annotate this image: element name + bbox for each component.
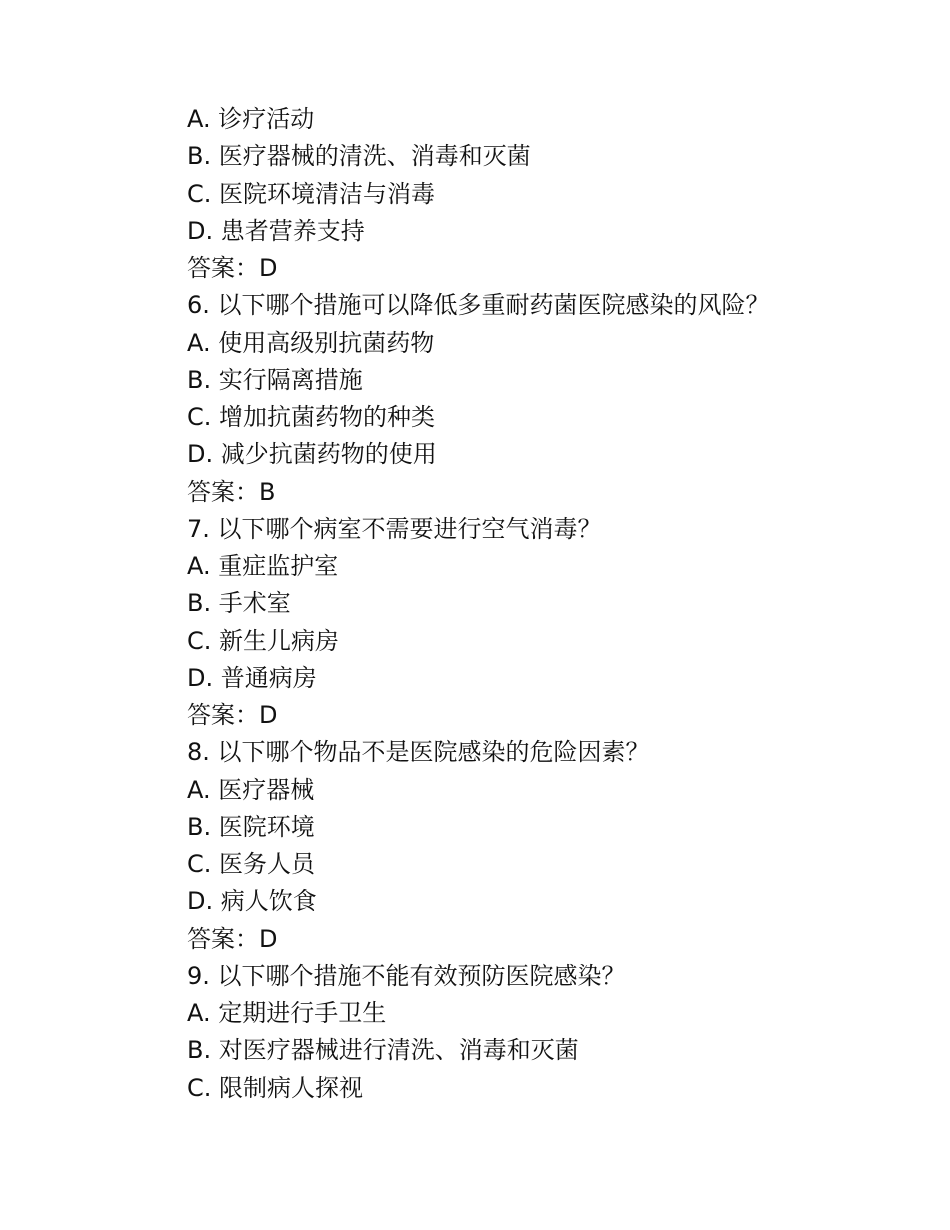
option-d-q6: D. 减少抗菌药物的使用 — [187, 440, 437, 469]
option-d-q8: D. 病人饮食 — [187, 887, 317, 916]
option-b-q9: B. 对医疗器械进行清洗、消毒和灭菌 — [187, 1036, 579, 1065]
option-b-q6: B. 实行隔离措施 — [187, 365, 363, 394]
option-a-q8: A. 医疗器械 — [187, 775, 315, 804]
option-d-q7: D. 普通病房 — [187, 663, 317, 692]
option-b-q7: B. 手术室 — [187, 589, 291, 618]
question-text-block — [187, 101, 887, 1107]
option-c-q9: C. 限制病人探视 — [187, 1073, 364, 1102]
answer-q7: 答案：D — [187, 701, 278, 729]
option-c-q5: C. 医院环境清洁与消毒 — [187, 179, 436, 208]
answer-q6: 答案：B — [187, 477, 276, 506]
option-c-q8: C. 医务人员 — [187, 850, 316, 878]
option-b-q5: B. 医疗器械的清洗、消毒和灭菌 — [187, 142, 531, 171]
option-c-q6: C. 增加抗菌药物的种类 — [187, 403, 436, 431]
question-9: 9. 以下哪个措施不能有效预防医院感染？ — [187, 961, 626, 990]
answer-q8: 答案：D — [187, 924, 278, 953]
option-a-q7: A. 重症监护室 — [187, 552, 339, 580]
option-d-q5: D. 患者营养支持 — [187, 216, 365, 245]
option-b-q8: B. 医院环境 — [187, 812, 315, 841]
question-6: 6. 以下哪个措施可以降低多重耐药菌医院感染的风险？ — [187, 291, 770, 320]
option-a-q5: A. 诊疗活动 — [187, 105, 315, 133]
question-7: 7. 以下哪个病室不需要进行空气消毒？ — [187, 514, 602, 543]
option-a-q9: A. 定期进行手卫生 — [187, 999, 387, 1027]
option-a-q6: A. 使用高级别抗菌药物 — [187, 328, 435, 357]
option-c-q7: C. 新生儿病房 — [187, 626, 340, 655]
answer-q5: 答案：D — [187, 254, 278, 282]
question-8: 8. 以下哪个物品不是医院感染的危险因素？ — [187, 738, 650, 767]
